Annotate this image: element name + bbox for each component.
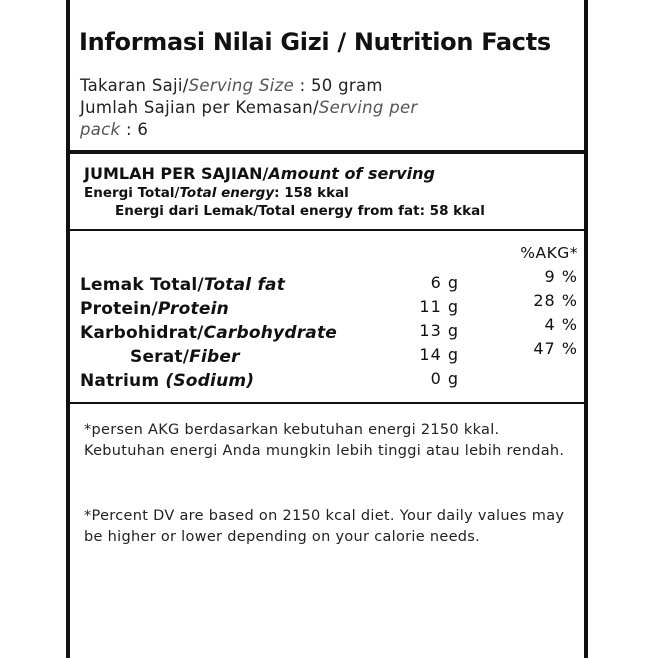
divider-mid (70, 229, 584, 231)
nutrient-amount: 13 g (419, 321, 459, 340)
nutrient-amount: 14 g (419, 345, 459, 364)
footnote-id: *persen AKG berdasarkan kebutuhan energi 2150 kkal. Kebutuhan energi Anda mungkin lebih tinggi atau lebih rendah. (84, 422, 565, 459)
nutrient-label-en: (Sodium) (165, 371, 255, 391)
nutrient-label (80, 371, 254, 391)
total-energy-line (84, 185, 349, 201)
nutrient-label-en: Carbohydrate (203, 323, 338, 343)
footnote-en: *Percent DV are based on 2150 kcal diet. Your daily values may be higher or lower depending on your calorie needs. (84, 508, 565, 545)
serving-size-label-en: Serving Size (188, 76, 295, 95)
amount-heading-en: Amount of serving (268, 164, 435, 183)
serving-size-line (80, 76, 383, 95)
nutrient-label-id: Lemak Total/ (80, 275, 204, 295)
serving-size-label: Takaran Saji/ (80, 76, 189, 95)
divider-footnote (70, 402, 584, 404)
nutrient-akg-percent: 28 % (533, 291, 578, 310)
servings-per-pack-label: Jumlah Sajian per Kemasan/ (80, 98, 319, 117)
serving-size-value: : 50 gram (294, 76, 383, 95)
divider-thick (70, 150, 584, 154)
amount-heading-id: JUMLAH PER SAJIAN/ (84, 164, 269, 183)
nutrient-amount: 11 g (419, 297, 459, 316)
amount-per-serving-heading (84, 164, 435, 183)
nutrient-label-id: Natrium (80, 371, 166, 391)
nutrient-label-id: Karbohidrat/ (80, 323, 204, 343)
servings-per-pack-value: : 6 (120, 120, 149, 139)
nutrient-label (80, 275, 285, 295)
nutrient-akg-percent: 9 % (544, 267, 578, 286)
servings-per-pack-label-en-1: Serving per (318, 98, 418, 117)
nutrient-amount: 6 g (430, 273, 459, 292)
nutrient-label (80, 299, 229, 319)
nutrient-amount: 0 g (430, 369, 459, 388)
nutrient-label-id: Protein/ (80, 299, 158, 319)
servings-per-pack-line-2 (80, 120, 148, 139)
total-energy-label-en: Total energy (179, 185, 275, 201)
nutrient-label-id: Serat/ (130, 347, 190, 367)
nutrient-label (130, 347, 240, 367)
servings-per-pack-line (80, 98, 418, 117)
nutrient-label-en: Total fat (203, 275, 286, 295)
fat-energy-line: Energi dari Lemak/Total energy from fat: 58 kkal (115, 203, 485, 219)
label-title: Informasi Nilai Gizi / Nutrition Facts (79, 28, 551, 56)
servings-per-pack-label-en-2: pack (80, 120, 121, 139)
nutrient-akg-percent: 47 % (533, 339, 578, 358)
akg-header: %AKG* (520, 244, 578, 262)
total-energy-value: : 158 kkal (274, 185, 349, 201)
nutrient-label (80, 323, 337, 343)
nutrient-label-en: Protein (157, 299, 229, 319)
total-energy-label: Energi Total/ (84, 185, 180, 201)
nutrient-akg-percent: 4 % (544, 315, 578, 334)
nutrient-label-en: Fiber (189, 347, 240, 367)
